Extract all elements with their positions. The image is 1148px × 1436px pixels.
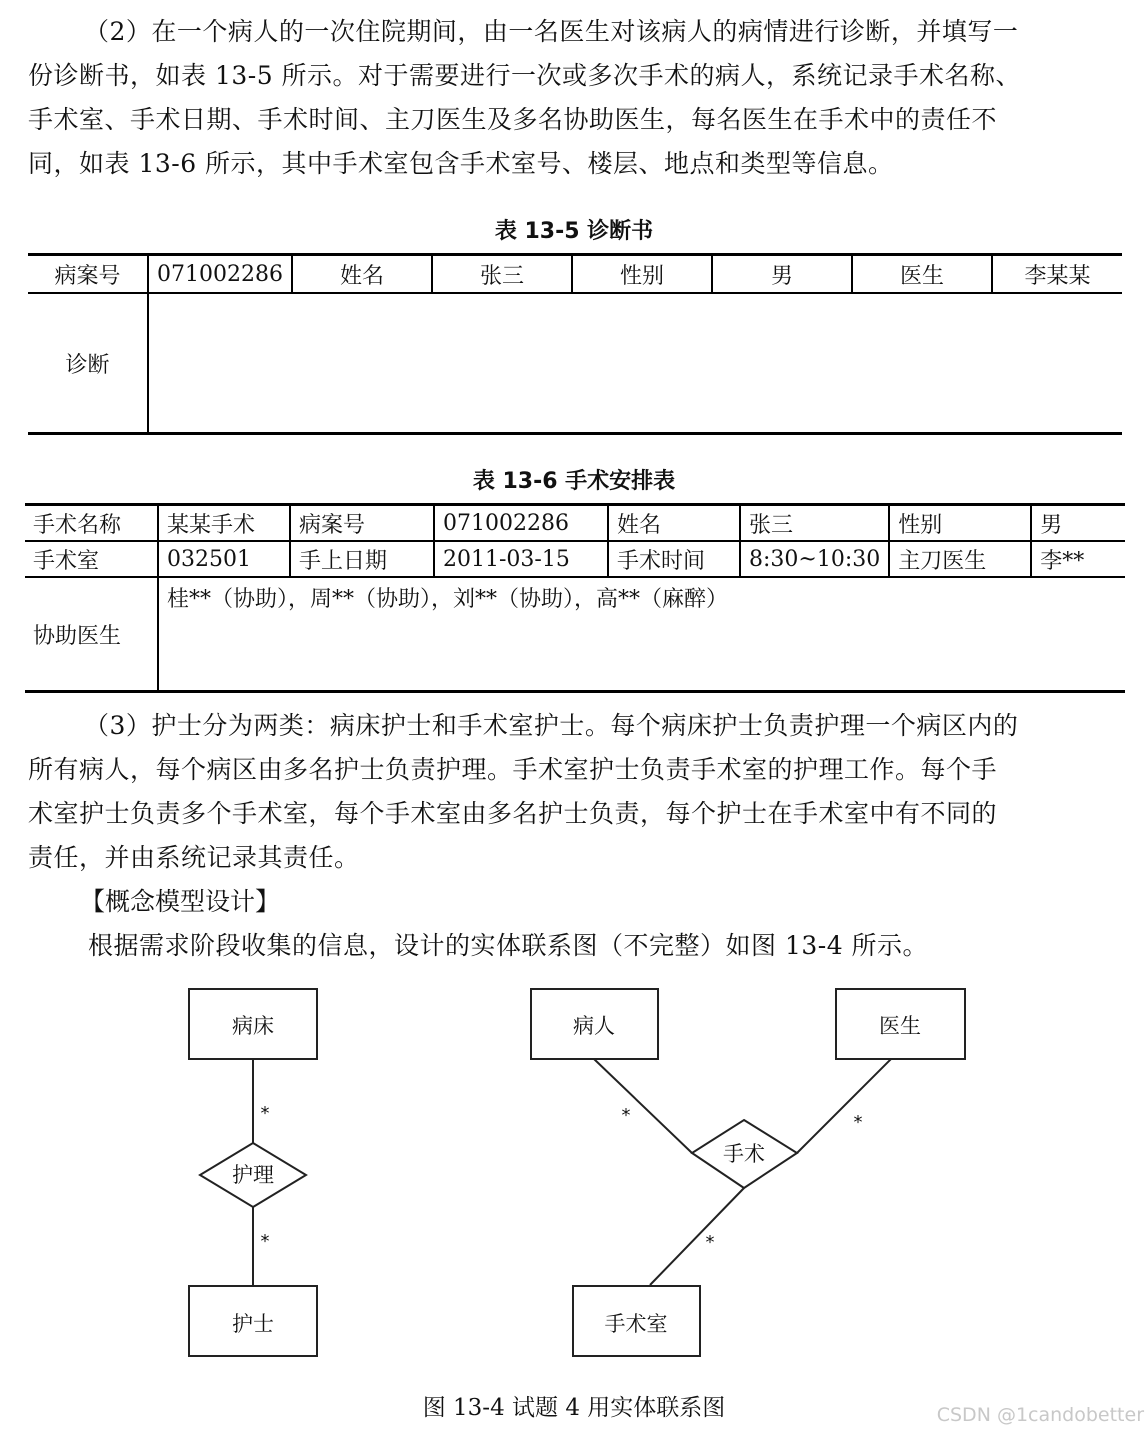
table-cell: 071002286	[434, 505, 608, 542]
table-cell: 8:30~10:30	[740, 541, 889, 577]
text-line: 术室护士负责多个手术室，每个手术室由多名护士负责，每个护士在手术室中有不同的	[28, 799, 998, 828]
table-cell: 李某某	[992, 255, 1122, 294]
watermark: CSDN @1candobetter	[936, 1404, 1144, 1426]
surgery-schedule-table	[25, 503, 1125, 693]
table-cell: 032501	[158, 541, 290, 577]
text-line: 手术室、手术日期、手术时间、主刀医生及多名协助医生，每名医生在手术中的责任不	[28, 105, 998, 134]
cardinality-label: *	[705, 1232, 715, 1253]
intro-line: 根据需求阶段收集的信息，设计的实体联系图（不完整）如图 13-4 所示。	[88, 931, 929, 960]
diagnosis-label: 诊断	[28, 293, 148, 434]
table-cell: 张三	[432, 255, 572, 294]
table-cell: 某某手术	[158, 505, 290, 542]
table-cell: 姓名	[608, 505, 740, 542]
er-diagram	[0, 960, 1148, 1380]
entity-doctor: 医生	[879, 1014, 921, 1038]
entity-or-room: 手术室	[604, 1312, 668, 1336]
cardinality-label: *	[260, 1103, 270, 1124]
diagnosis-table	[28, 253, 1122, 435]
text-line: （2）在一个病人的一次住院期间，由一名医生对该病人的病情进行诊断，并填写一	[84, 17, 1019, 46]
connector-line	[650, 1188, 744, 1285]
table-cell: 手术时间	[608, 541, 740, 577]
text-line: 同，如表 13-6 所示，其中手术室包含手术室号、楼层、地点和类型等信息。	[28, 149, 894, 178]
cardinality-label: *	[853, 1112, 863, 1133]
table-cell: 主刀医生	[889, 541, 1031, 577]
table-cell: 071002286	[148, 255, 292, 294]
text-line: 份诊断书，如表 13-5 所示。对于需要进行一次或多次手术的病人，系统记录手术名称、	[28, 61, 1022, 90]
table-cell: 手上日期	[290, 541, 434, 577]
table-cell: 性别	[572, 255, 712, 294]
table-row	[25, 541, 1125, 577]
table-cell: 张三	[740, 505, 889, 542]
assist-doctor-label: 协助医生	[25, 577, 158, 692]
entity-bed: 病床	[232, 1014, 274, 1038]
assist-doctor-value: 桂**（协助），周**（协助），刘**（协助），高**（麻醉）	[167, 587, 729, 612]
figure-caption: 图 13-4 试题 4 用实体联系图	[422, 1395, 726, 1421]
relationship-care: 护理	[232, 1163, 274, 1187]
connector-line	[594, 1059, 692, 1153]
table-cell: 医生	[852, 255, 992, 294]
section-heading: 【概念模型设计】	[80, 887, 281, 916]
table-row	[28, 255, 1122, 294]
paragraph-2	[28, 10, 1128, 186]
diagnosis-value	[148, 293, 1122, 434]
table-cell: 性别	[889, 505, 1031, 542]
cardinality-label: *	[621, 1105, 631, 1126]
table-cell: 病案号	[290, 505, 434, 542]
table-13-5-caption: 表 13-5 诊断书	[494, 219, 654, 244]
relationship-surgery: 手术	[723, 1142, 765, 1166]
text-line: 所有病人，每个病区由多名护士负责护理。手术室护士负责手术室的护理工作。每个手	[28, 755, 998, 784]
table-cell: 李**	[1031, 541, 1125, 577]
paragraph-3	[28, 704, 1128, 880]
table-cell: 病案号	[28, 255, 148, 294]
table-row	[25, 505, 1125, 542]
table-cell: 姓名	[292, 255, 432, 294]
entity-patient: 病人	[573, 1014, 615, 1038]
text-line: （3）护士分为两类：病床护士和手术室护士。每个病床护士负责护理一个病区内的	[84, 711, 1019, 740]
table-cell: 男	[1031, 505, 1125, 542]
table-row	[28, 293, 1122, 434]
connector-line	[797, 1059, 891, 1153]
text-line: 责任，并由系统记录其责任。	[28, 843, 360, 872]
table-cell: 2011-03-15	[434, 541, 608, 577]
entity-nurse: 护士	[232, 1312, 274, 1336]
table-13-6-caption: 表 13-6 手术安排表	[472, 469, 676, 494]
table-cell: 手术室	[25, 541, 158, 577]
table-row	[25, 577, 1125, 692]
cardinality-label: *	[260, 1231, 270, 1252]
table-cell: 男	[712, 255, 852, 294]
table-cell: 手术名称	[25, 505, 158, 542]
